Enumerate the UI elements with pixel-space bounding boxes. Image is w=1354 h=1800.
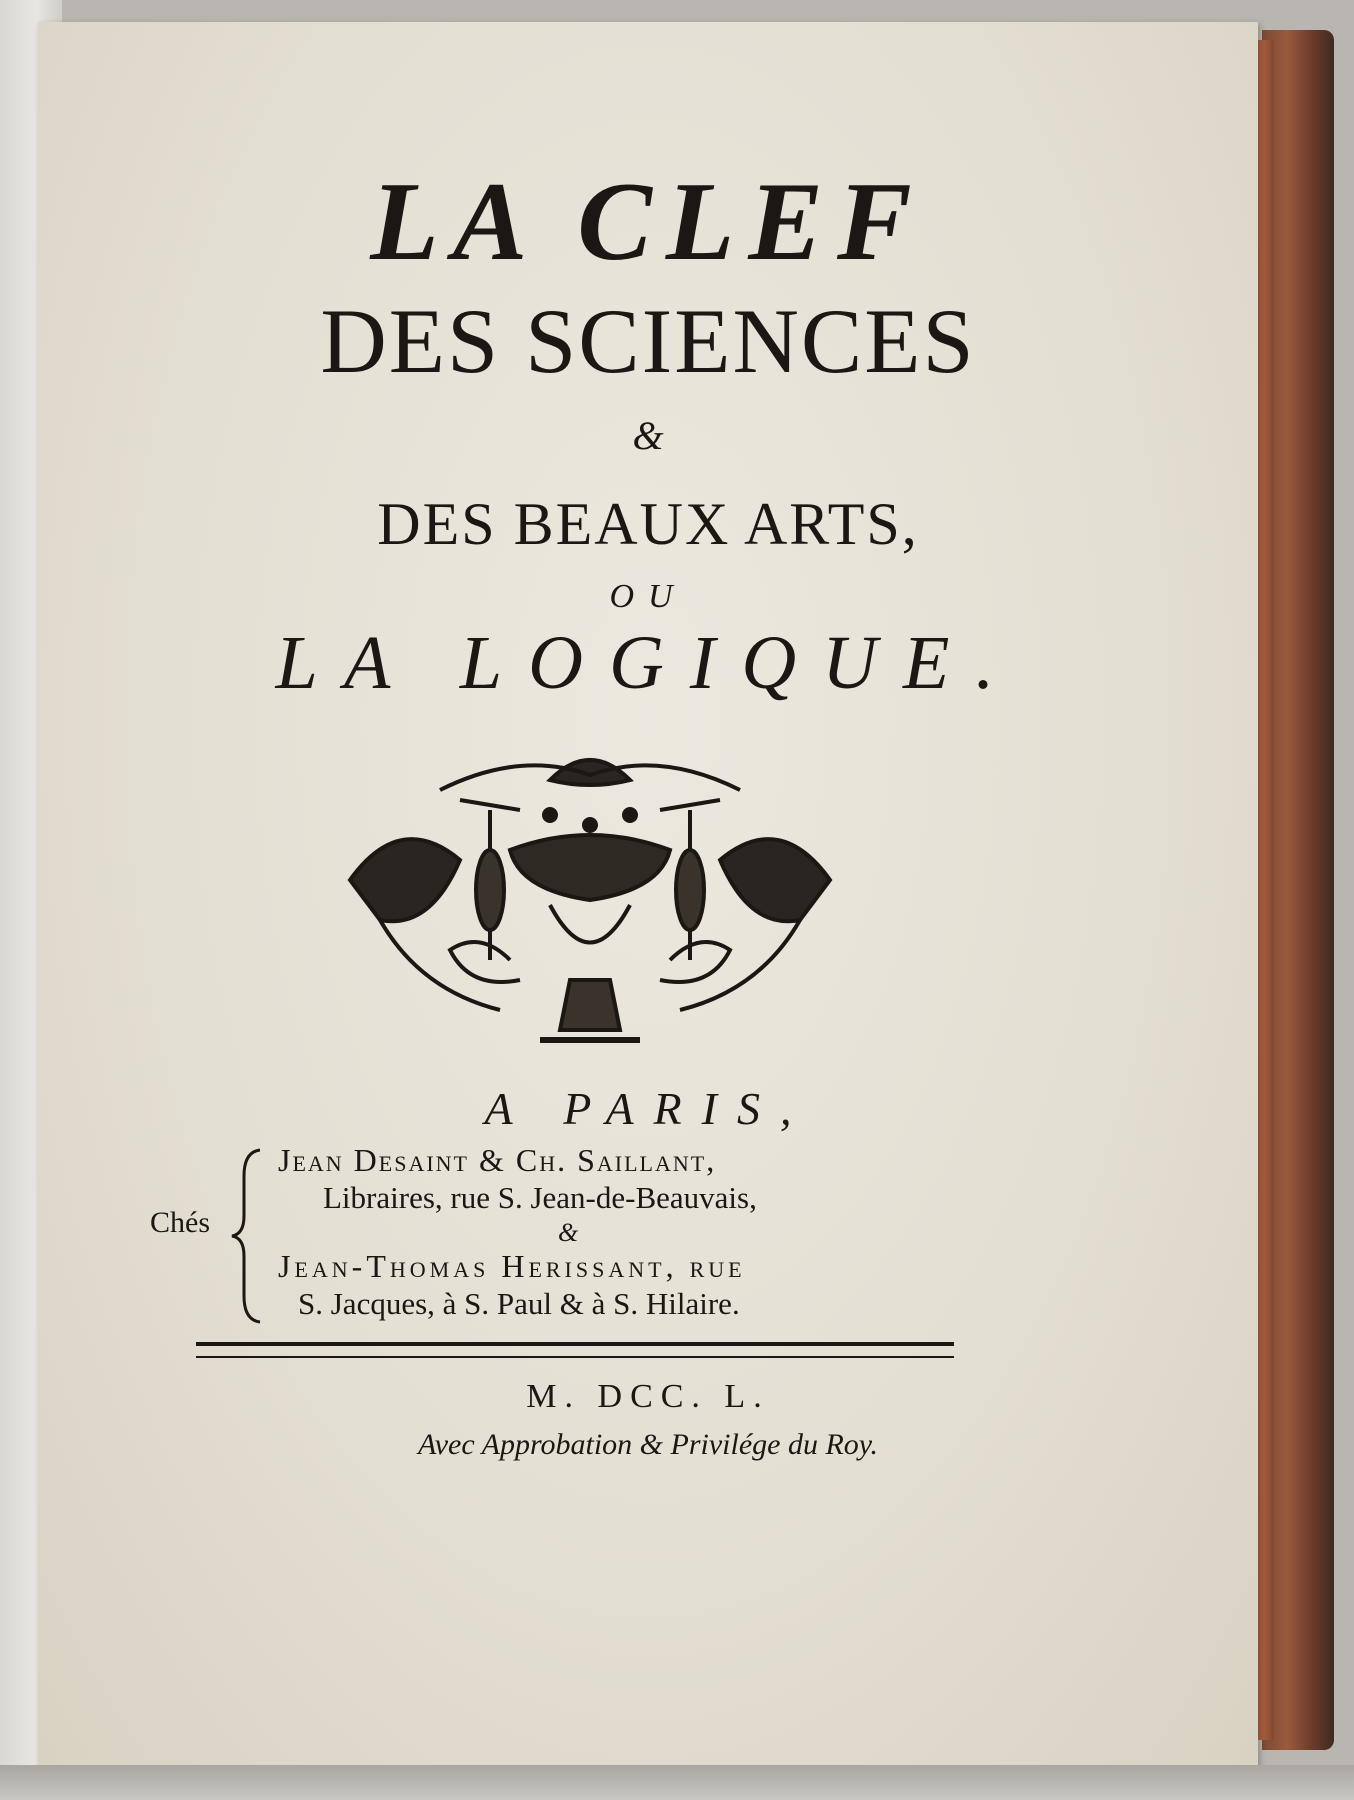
imprint-block: [138, 1140, 1038, 1340]
imprint-line-2: Libraires, rue S. Jean-de-Beauvais,: [323, 1180, 757, 1215]
imprint-line-1: Jean Desaint & Ch. Saillant,: [278, 1142, 717, 1178]
privilege-statement: Avec Approbation & Privilége du Roy.: [418, 1428, 878, 1461]
imprint-place: A PARIS,: [484, 1083, 812, 1134]
imprint-line-4: Jean-Thomas Herissant, rue: [278, 1248, 746, 1284]
title-line-sciences: DES SCIENCES: [320, 290, 976, 392]
publication-date: M. DCC. L.: [526, 1378, 770, 1415]
title-ampersand: &: [632, 413, 664, 458]
ornament-vignette-icon: [320, 730, 860, 1060]
double-rule-thin: [196, 1356, 954, 1358]
imprint-ches-label: Chés: [150, 1206, 210, 1239]
imprint-line-5: S. Jacques, à S. Paul & à S. Hilaire.: [298, 1286, 740, 1321]
title-line-logique: LA LOGIQUE.: [275, 621, 1021, 705]
title-line-beaux-arts: DES BEAUX ARTS,: [377, 491, 919, 557]
title-line-clef: LA CLEF: [370, 160, 926, 284]
double-rule-thick: [196, 1342, 954, 1346]
curly-brace-icon: [230, 1146, 264, 1326]
imprint-line-3: &: [558, 1218, 579, 1247]
bottom-margin: [0, 1765, 1354, 1800]
title-connector: OU: [609, 578, 687, 615]
